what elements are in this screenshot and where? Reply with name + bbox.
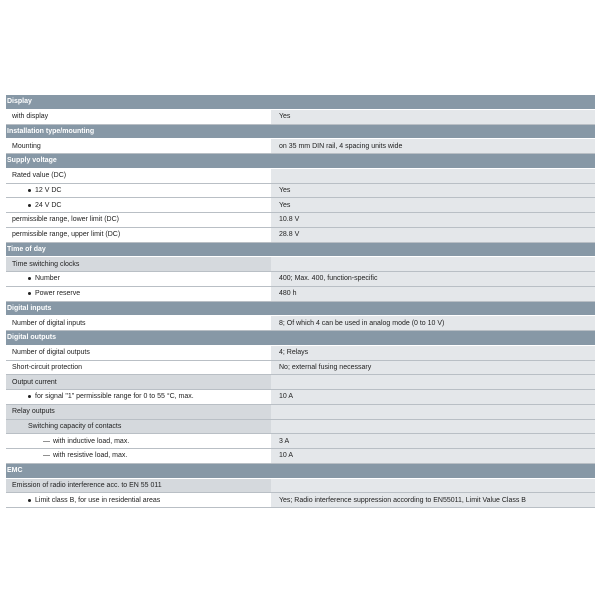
spec-row: [6, 184, 595, 199]
spec-value: 10.8 V: [279, 216, 300, 224]
section-title: EMC: [7, 467, 23, 475]
spec-row: [6, 198, 595, 213]
spec-value-cell: [271, 434, 595, 448]
section-title: Installation type/mounting: [7, 127, 95, 135]
spec-subheader-row: [6, 420, 595, 435]
spec-value: Yes; Radio interference suppression according to EN55011, Limit Value Class B: [279, 496, 526, 504]
spec-row: [6, 346, 595, 361]
spec-subheader-row: [6, 375, 595, 390]
spec-label-cell: [6, 184, 271, 198]
dash-icon: —: [43, 437, 50, 445]
section-title: Digital outputs: [7, 334, 56, 342]
bullet-icon: [28, 395, 31, 398]
spec-label: Number: [35, 275, 60, 283]
section-header: [6, 243, 595, 258]
spec-value-cell: [271, 257, 595, 271]
spec-label-cell: [6, 272, 271, 286]
spec-value-cell: [271, 272, 595, 286]
spec-label: with inductive load, max.: [53, 437, 130, 445]
spec-row: [6, 169, 595, 184]
spec-subheader-row: [6, 405, 595, 420]
spec-value-cell: [271, 228, 595, 242]
spec-value-cell: [271, 361, 595, 375]
spec-row: [6, 316, 595, 331]
spec-label: Output current: [12, 378, 57, 386]
spec-row: [6, 228, 595, 243]
spec-value: 400; Max. 400, function-specific: [279, 275, 378, 283]
section-header: [6, 125, 595, 140]
spec-label-cell: [6, 449, 271, 463]
spec-value-cell: [271, 287, 595, 301]
spec-value-cell: [271, 405, 595, 419]
bullet-icon: [28, 292, 31, 295]
spec-value: Yes: [279, 186, 291, 194]
section-title: Digital inputs: [7, 304, 52, 312]
spec-value: 10 A: [279, 452, 294, 460]
section-title: Time of day: [7, 245, 46, 253]
spec-label-cell: [6, 420, 271, 434]
spec-label: for signal "1" permissible range for 0 to 55 °C, max.: [35, 393, 194, 401]
spec-value: 4; Relays: [279, 349, 309, 357]
spec-label-cell: [6, 213, 271, 227]
spec-row: [6, 272, 595, 287]
spec-label: with resistive load, max.: [53, 452, 128, 460]
spec-value-cell: [271, 139, 595, 153]
spec-label: Number of digital inputs: [12, 319, 86, 327]
spec-value-cell: [271, 375, 595, 389]
spec-label: Mounting: [12, 142, 41, 150]
spec-value: 8; Of which 4 can be used in analog mode (0 to 10 V): [279, 319, 445, 327]
spec-label-cell: [6, 110, 271, 124]
spec-label: Limit class B, for use in residential areas: [35, 496, 161, 504]
spec-value-cell: [271, 390, 595, 404]
bullet-icon: [28, 189, 31, 192]
spec-row: [6, 493, 595, 508]
spec-subheader-row: [6, 479, 595, 494]
spec-value-cell: [271, 169, 595, 183]
spec-label: Emission of radio interference acc. to EN 55 011: [12, 481, 162, 489]
spec-label-cell: [6, 257, 271, 271]
section-header: [6, 154, 595, 169]
spec-label: with display: [12, 113, 49, 121]
spec-value: No; external fusing necessary: [279, 363, 372, 371]
spec-value: 480 h: [279, 290, 297, 298]
spec-label-cell: [6, 405, 271, 419]
spec-value: on 35 mm DIN rail, 4 spacing units wide: [279, 142, 403, 150]
spec-row: [6, 139, 595, 154]
section-title: Supply voltage: [7, 157, 57, 165]
spec-row: [6, 434, 595, 449]
spec-label-cell: [6, 361, 271, 375]
spec-label: permissible range, upper limit (DC): [12, 231, 121, 239]
spec-label: Short-circuit protection: [12, 363, 83, 371]
spec-value-cell: [271, 213, 595, 227]
spec-label: Number of digital outputs: [12, 349, 90, 357]
spec-value-cell: [271, 493, 595, 507]
dash-icon: —: [43, 452, 50, 460]
spec-value: 28.8 V: [279, 231, 300, 239]
spec-label-cell: [6, 169, 271, 183]
spec-label-cell: [6, 346, 271, 360]
spec-label-cell: [6, 390, 271, 404]
spec-label: permissible range, lower limit (DC): [12, 216, 119, 224]
spec-value-cell: [271, 346, 595, 360]
spec-value-cell: [271, 420, 595, 434]
section-header: [6, 464, 595, 479]
spec-row: [6, 361, 595, 376]
spec-label-cell: [6, 493, 271, 507]
spec-value-cell: [271, 184, 595, 198]
spec-label-cell: [6, 228, 271, 242]
spec-value: Yes: [279, 201, 291, 209]
spec-value: Yes: [279, 113, 291, 121]
spec-table: [6, 95, 595, 508]
spec-value-cell: [271, 479, 595, 493]
spec-label-cell: [6, 287, 271, 301]
spec-label: Power reserve: [35, 290, 81, 298]
spec-label-cell: [6, 479, 271, 493]
spec-label-cell: [6, 375, 271, 389]
spec-label: 24 V DC: [35, 201, 62, 209]
spec-row: [6, 390, 595, 405]
spec-value-cell: [271, 449, 595, 463]
spec-label-cell: [6, 198, 271, 212]
spec-value-cell: [271, 110, 595, 124]
section-title: Display: [7, 98, 32, 106]
spec-row: [6, 449, 595, 464]
section-header: [6, 331, 595, 346]
spec-row: [6, 110, 595, 125]
spec-label: Relay outputs: [12, 408, 55, 416]
spec-subheader-row: [6, 257, 595, 272]
bullet-icon: [28, 204, 31, 207]
spec-row: [6, 213, 595, 228]
section-header: [6, 95, 595, 110]
spec-label: Rated value (DC): [12, 172, 67, 180]
spec-value: 3 A: [279, 437, 290, 445]
spec-value-cell: [271, 316, 595, 330]
spec-label: Time switching clocks: [12, 260, 80, 268]
bullet-icon: [28, 499, 31, 502]
spec-value-cell: [271, 198, 595, 212]
spec-label-cell: [6, 434, 271, 448]
spec-value: 10 A: [279, 393, 294, 401]
section-header: [6, 302, 595, 317]
spec-label-cell: [6, 316, 271, 330]
bullet-icon: [28, 277, 31, 280]
spec-label: 12 V DC: [35, 186, 62, 194]
spec-row: [6, 287, 595, 302]
spec-label: Switching capacity of contacts: [28, 422, 122, 430]
spec-label-cell: [6, 139, 271, 153]
